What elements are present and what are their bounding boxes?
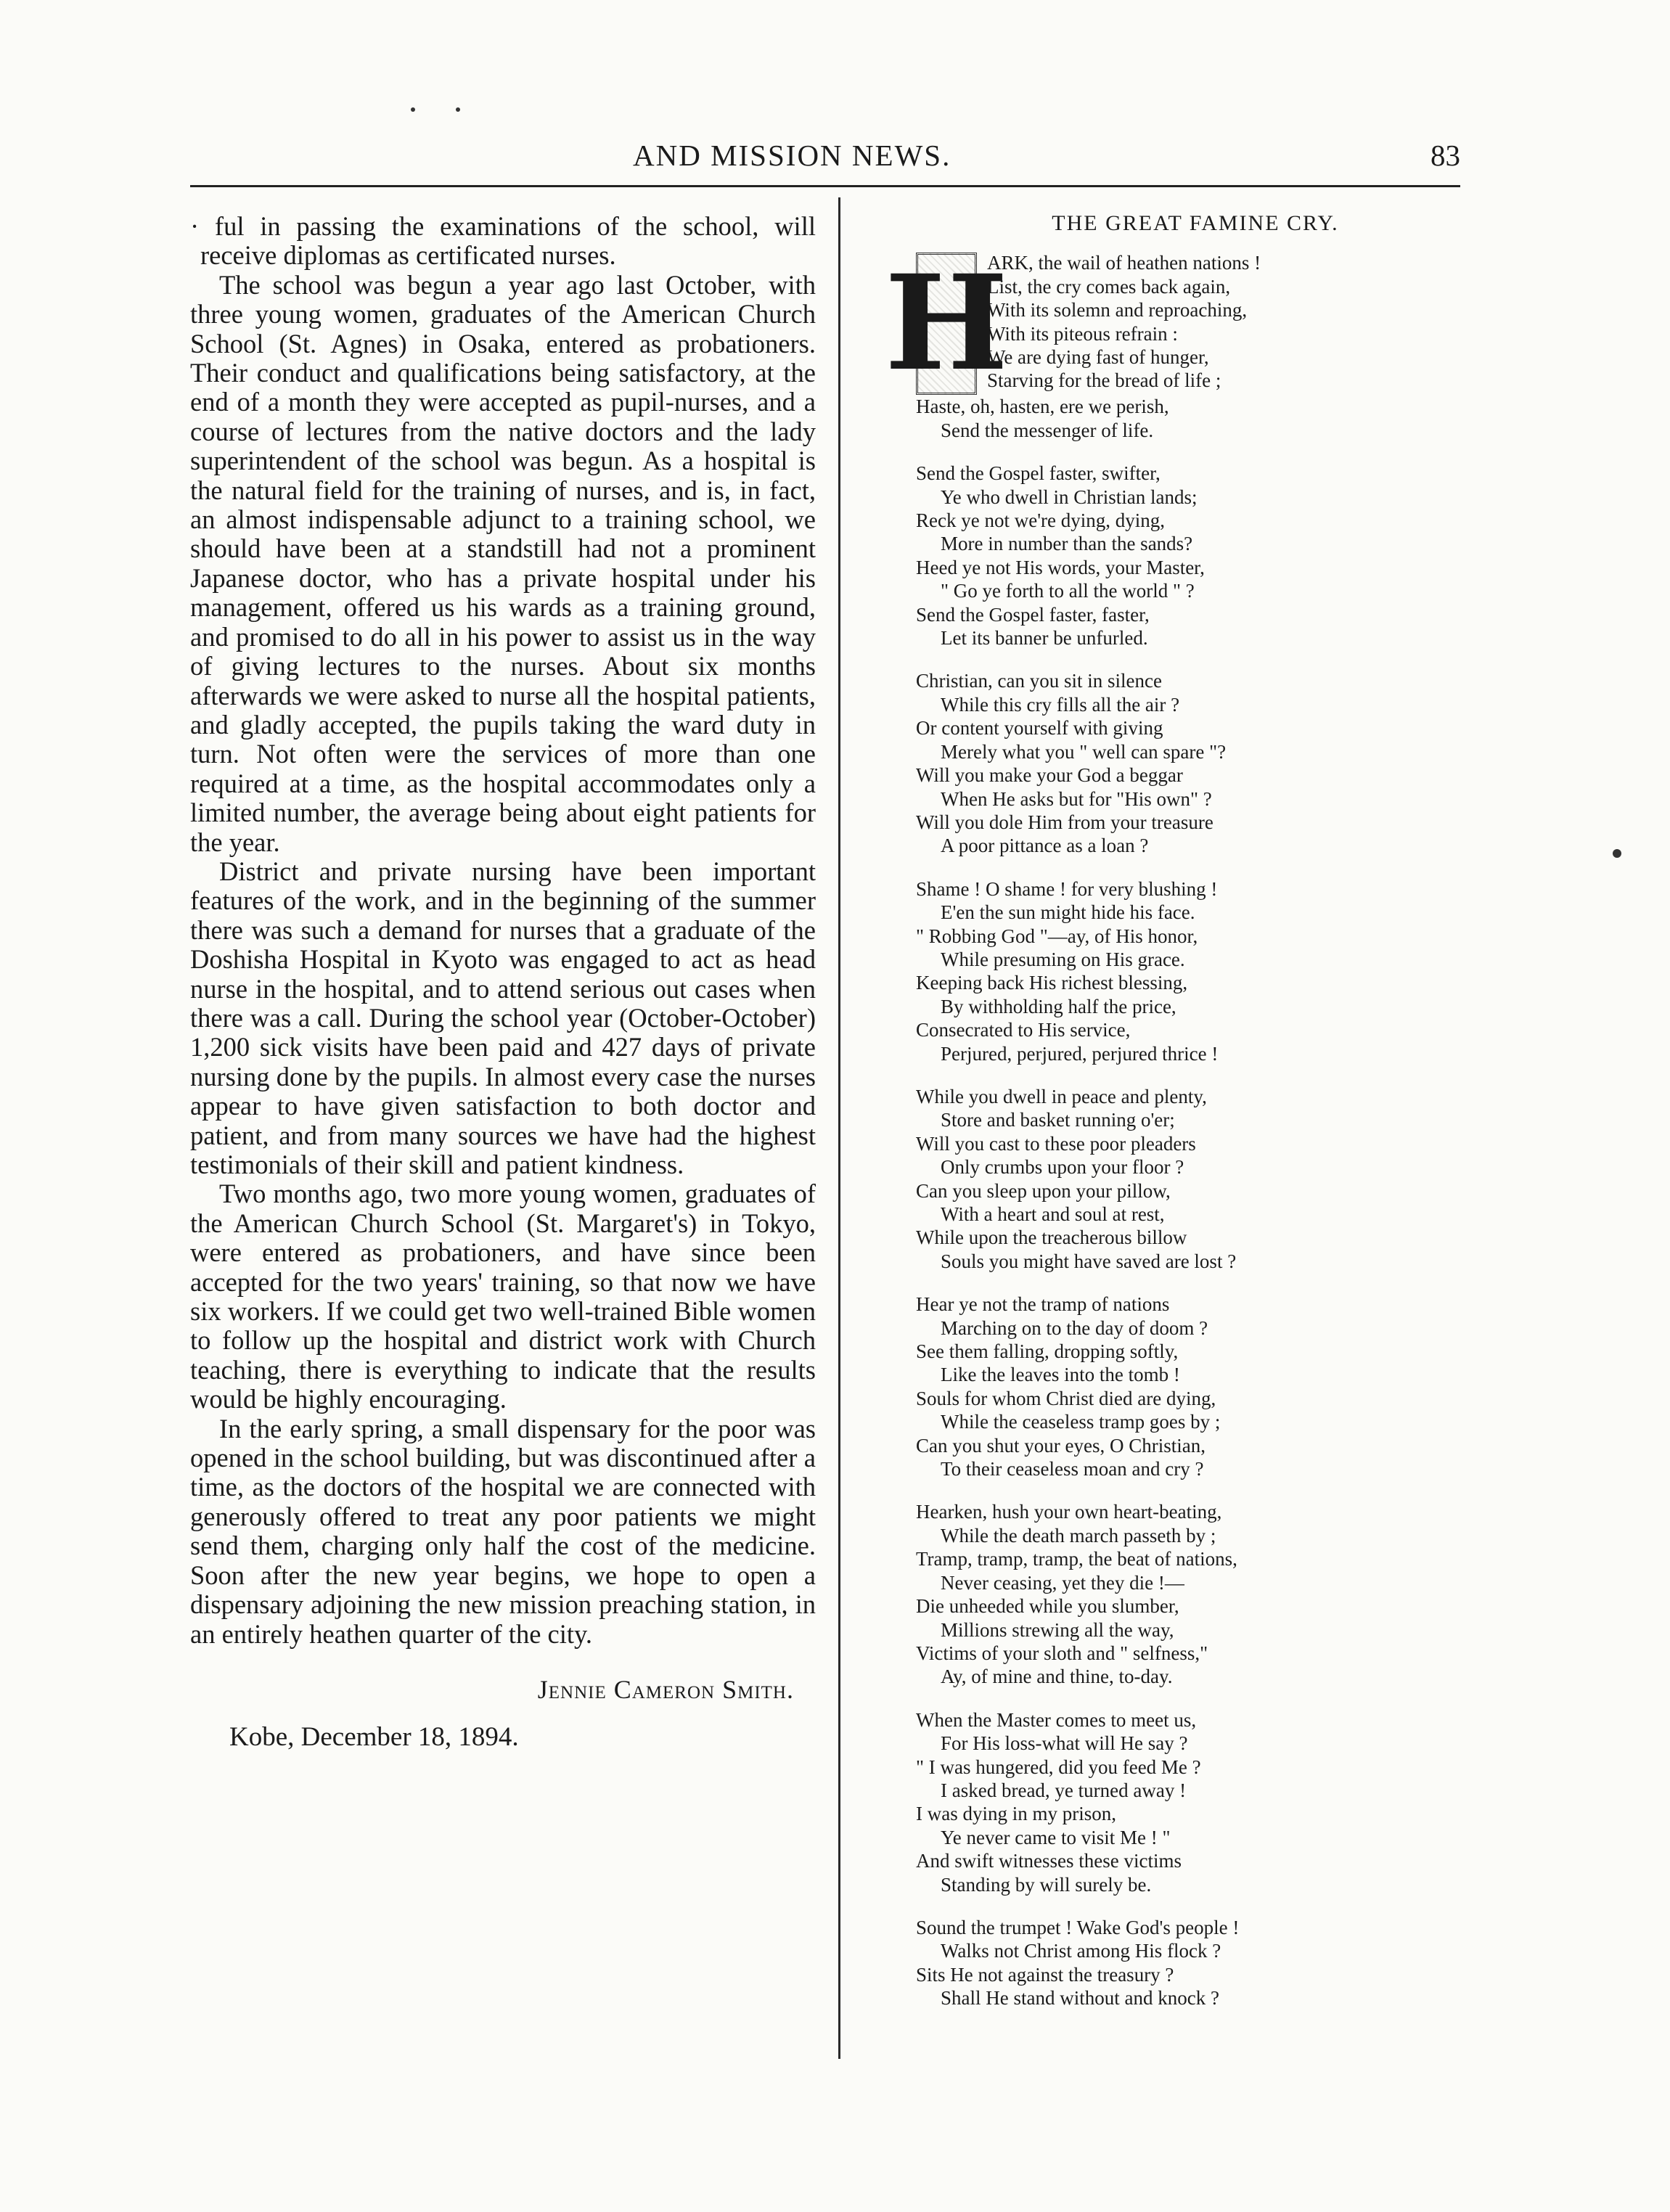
author-signature: Jennie Cameron Smith. [537,1674,794,1704]
poem-line: " Go ye forth to all the world " ? [941,580,1195,602]
poem-line: We are dying fast of hunger, [987,346,1209,369]
poem-line: To their ceaseless moan and cry ? [941,1458,1204,1480]
poem-line: With its solemn and reproaching, [987,299,1248,321]
poem-stanza [916,462,1468,650]
poem-line: While presuming on His grace. [941,948,1185,970]
running-header [190,138,1460,180]
poem-line: Shall He stand without and knock ? [941,1987,1219,2010]
poem-line: ARK, the wail of heathen nations ! [987,252,1261,274]
article-paragraph: The school was begun a year ago last October, with three young women, graduates of the American Church School (St. Agnes) in Osaka, entered as probationers. Their conduct and qualifications being satisfactory, at the end of a month they were accepted as pupil-nurses, and a course of lectures from the native doctors and the lady superintendent of the school was begun. As a hospital is the natural field for the training of nurses, and is, in fact, an almost indispensable adjunct to a training school, we should have been at a standstill had not a prominent Japanese doctor, who has a private hospital under his management, offered us his wards as a training ground, and promised to do all in his power to assist us in the way of giving lectures to the nurses. About six months afterwards we were asked to nurse all the hospital patients, and gladly accepted, the pupils taking the ward duty in turn. Not often were the services of more than one required at a time, as the hospital accommodates only a limited number, the average being about eight patients for the year. [190,269,816,857]
header-rule [190,185,1460,187]
poem-line: Hearken, hush your own heart-beating, [916,1501,1222,1523]
poem-stanza [916,669,1468,857]
running-head: AND MISSION NEWS. [633,139,951,172]
poem-line: For His loss-what will He say ? [941,1732,1188,1755]
poem-line: " Robbing God "—ay, of His honor, [916,925,1198,947]
poem-stanza [916,1293,1468,1480]
poem-line: Standing by will surely be. [941,1873,1152,1896]
poem-stanza [884,247,1468,442]
poem-line: By withholding half the price, [941,995,1176,1017]
drop-cap: H [884,247,1009,401]
poem-line: Tramp, tramp, tramp, the beat of nations, [916,1548,1237,1570]
poem-line: Like the leaves into the tomb ! [941,1364,1180,1386]
poem-stanza [916,877,1468,1065]
poem-line: Consecrated to His service, [916,1019,1131,1041]
poem-line: While upon the treacherous billow [916,1226,1187,1249]
poem-line: Only crumbs upon your floor ? [941,1156,1184,1179]
poem-line: Let its banner be unfurled. [941,627,1148,650]
poem-line: Will you make your God a beggar [916,764,1183,787]
poem-title: THE GREAT FAMINE CRY. [1052,211,1339,235]
poem-body [884,247,1468,2010]
poem-line: Heed ye not His words, your Master, [916,556,1205,578]
poem-line: See them falling, dropping softly, [916,1340,1179,1363]
poem-line: Marching on to the day of doom ? [941,1316,1208,1339]
poem-line: E'en the sun might hide his face. [941,901,1195,924]
poem-line: More in number than the sands? [941,533,1193,555]
print-speck [411,107,415,112]
poem-line: A poor pittance as a loan ? [941,835,1149,857]
poem-line: Ye never came to visit Me ! " [941,1826,1171,1848]
print-speck [1613,849,1621,858]
poem-stanza [916,1500,1468,1688]
poem-line: And swift witnesses these victims [916,1850,1182,1872]
poem-stanza [916,1916,1468,2010]
poem-line: " I was hungered, did you feed Me ? [916,1756,1201,1778]
poem-line: Souls for whom Christ died are dying, [916,1387,1216,1409]
poem-line: While the death march passeth by ; [941,1524,1216,1547]
poem-line: Will you dole Him from your treasure [916,811,1213,833]
poem-line: Ye who dwell in Christian lands; [941,486,1198,508]
poem-line: Send the Gospel faster, swifter, [916,462,1161,485]
poem-line: Send the Gospel faster, faster, [916,603,1150,626]
poem-line: Reck ye not we're dying, dying, [916,509,1166,532]
poem-line: With its piteous refrain : [987,322,1178,345]
poem-line: Die unheeded while you slumber, [916,1595,1179,1618]
poem-line: When the Master comes to meet us, [916,1708,1197,1731]
poem-line: Send the messenger of life. [941,419,1154,441]
poem-line: Ay, of mine and thine, to-day. [941,1666,1173,1688]
poem-line: Can you sleep upon your pillow, [916,1179,1171,1202]
poem-stanza [916,1708,1468,1896]
poem-line: Shame ! O shame ! for very blushing ! [916,877,1218,900]
poem-column [884,211,1468,2030]
poem-line: Souls you might have saved are lost ? [941,1250,1237,1272]
article-paragraph: District and private nursing have been important features of the work, and in the beginning of the summer there was such a demand for nurses that a graduate of the Doshisha Hospital in Kyoto was engaged to act as head nurse in the hospital, and to attend serious out cases when there was a call. During the school year (October-October) 1,200 sick visits have been paid and 427 days of private nursing done by the pupils. In almost every case the nurses appear to have given satisfaction to both doctor and patient, and from many sources we have had the highest testimonials of their skill and patient kindness. [190,856,816,1179]
column-divider [838,197,840,2059]
poem-line: While you dwell in peace and plenty, [916,1085,1207,1107]
poem-line: Will you cast to these poor pleaders [916,1132,1196,1155]
poem-line: Perjured, perjured, perjured thrice ! [941,1042,1219,1065]
poem-line: Or content yourself with giving [916,717,1163,740]
poem-line: Keeping back His richest blessing, [916,972,1188,994]
poem-line: Millions strewing all the way, [941,1618,1174,1641]
article-paragraph: In the early spring, a small dispensary for the poor was opened in the school building, but was discontinued after a time, as the doctors of the hospital we are connected with generously offered to treat any poor patients we might send them, charging only half the cost of the medicine. Soon after the new year begins, we hope to open a dispensary adjoining the new mission preaching station, in an entirely heathen quarter of the city. [190,1413,816,1649]
poem-line: Christian, can you sit in silence [916,670,1162,692]
poem-line: Sits He not against the treasury ? [916,1963,1174,1986]
poem-line: I asked bread, ye turned away ! [941,1779,1187,1801]
poem-line: List, the cry comes back again, [987,275,1231,298]
poem-stanza [916,1085,1468,1273]
article-column [190,212,816,1753]
poem-line: Victims of your sloth and " selfness," [916,1642,1208,1664]
poem-line: Merely what you " well can spare "? [941,740,1227,763]
article-paragraph: · ful in passing the examinations of the school, will receive diplomas as certificated nurses. [190,211,816,271]
poem-line: Can you shut your eyes, O Christian, [916,1434,1206,1457]
poem-line: I was dying in my prison, [916,1803,1116,1825]
poem-line: Hear ye not the tramp of nations [916,1293,1170,1316]
poem-line: Sound the trumpet ! Wake God's people ! [916,1916,1240,1938]
poem-line: Never ceasing, yet they die !— [941,1571,1184,1594]
page-number: 83 [1430,139,1460,172]
poem-line: Haste, oh, hasten, ere we perish, [916,396,1169,418]
poem-line: While the ceaseless tramp goes by ; [941,1411,1221,1433]
dateline: Kobe, December 18, 1894. [229,1722,519,1753]
article-paragraph: Two months ago, two more young women, graduates of the American Church School (St. Margaret's) in Tokyo, were entered as probationers, and have since been accepted for the two years' training, so that now we have six workers. If we could get two well-trained Bible women to follow up the hospital and district work with Church teaching, there is everything to indicate that the results would be highly encouraging. [190,1179,816,1414]
poem-line: Starving for the bread of life ; [987,369,1221,392]
print-speck [456,107,460,112]
poem-line: When He asks but for "His own" ? [941,787,1212,810]
poem-line: With a heart and soul at rest, [941,1203,1165,1225]
poem-line: While this cry fills all the air ? [941,693,1180,716]
poem-line: Store and basket running o'er; [941,1109,1175,1131]
poem-line: Walks not Christ among His flock ? [941,1940,1221,1962]
